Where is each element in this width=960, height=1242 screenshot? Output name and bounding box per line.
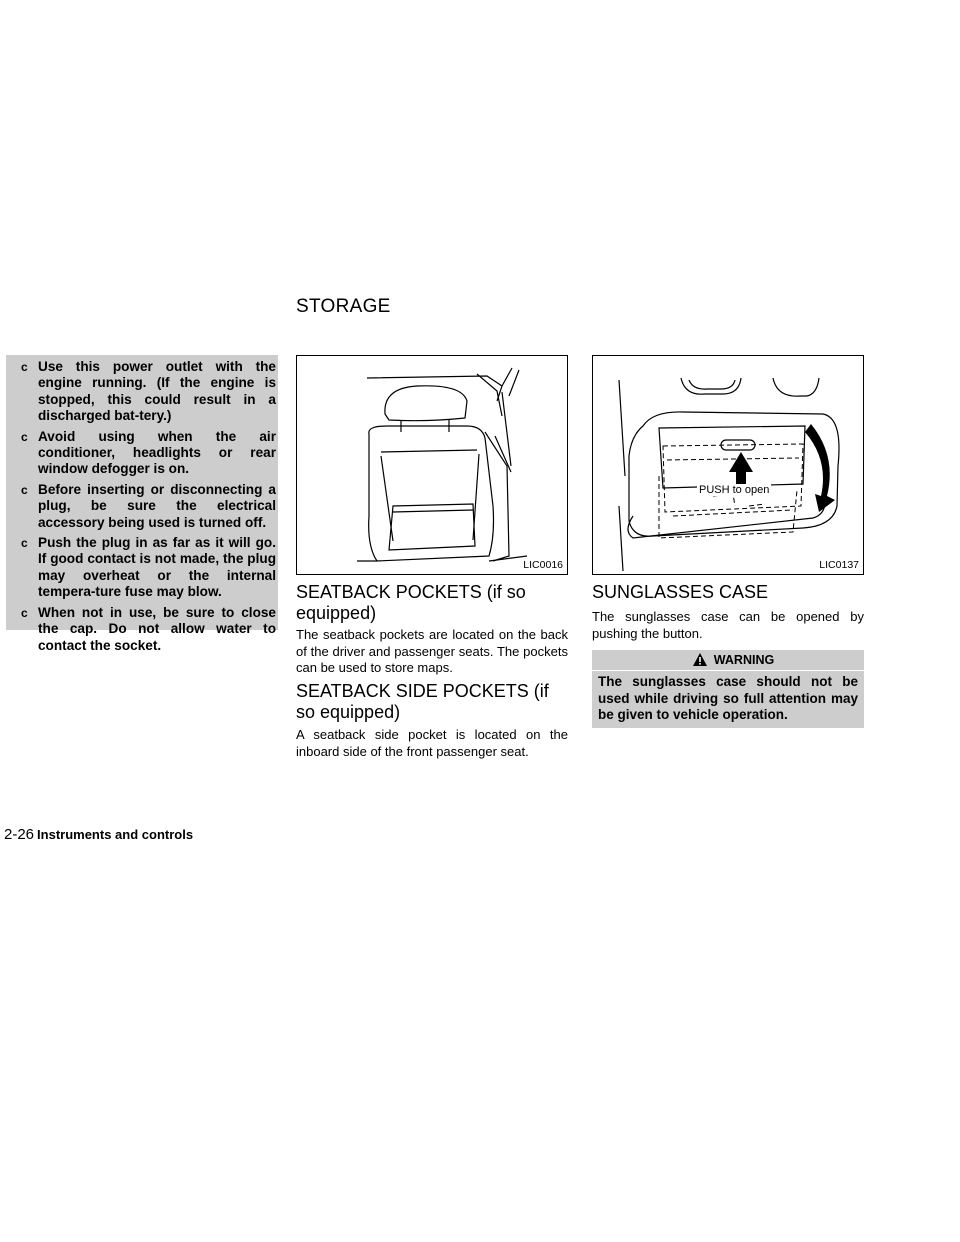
bullet-icon: c — [21, 482, 28, 497]
sunglasses-case-body: The sunglasses case can be opened by pushing the button. — [592, 609, 864, 641]
warning-text: The sunglasses case should not be used while driving so full attention may be given to vehicle operation. — [598, 674, 858, 722]
page-footer — [4, 826, 193, 843]
sunglasses-case-illustration — [593, 356, 863, 574]
bullet-icon: c — [21, 429, 28, 444]
caution-text: Push the plug in as far as it will go. If good contact is not made, the plug may overheat or the internal tempera-ture fuse may blow. — [38, 535, 276, 600]
bullet-icon: c — [21, 360, 28, 374]
warning-box — [592, 650, 864, 728]
caution-text: When not in use, be sure to close the cap. Do not allow water to contact the socket. — [38, 604, 276, 653]
seatback-side-pockets-body: A seatback side pocket is located on the inboard side of the front passenger seat. — [296, 727, 568, 759]
sunglasses-case-figure — [592, 355, 864, 575]
page-number: 2-26 — [4, 826, 35, 843]
warning-header — [592, 650, 864, 671]
caution-text: Use this power outlet with the engine running. (If the engine is stopped, this could result in a discharged bat-tery.) — [38, 359, 276, 424]
caution-item — [14, 535, 276, 601]
sunglasses-case-heading: SUNGLASSES CASE — [592, 582, 769, 602]
bullet-icon: c — [21, 536, 28, 551]
warning-label: WARNING — [713, 653, 775, 667]
caution-box — [6, 355, 278, 653]
seatback-pockets-heading: SEATBACK POCKETS (if so equipped) — [296, 582, 526, 623]
seatback-side-pockets-heading: SEATBACK SIDE POCKETS (if so equipped) — [296, 681, 549, 722]
caution-item — [14, 605, 276, 654]
figure-id: LIC0137 — [819, 559, 859, 571]
seatback-pockets-body: The seatback pockets are located on the back of the driver and passenger seats. The pockets can be used to store maps. — [296, 627, 568, 675]
section-title: STORAGE — [296, 296, 391, 317]
seatback-illustration — [297, 356, 567, 574]
caution-text: Before inserting or disconnecting a plug, be sure the electrical accessory being used is turned off. — [38, 481, 276, 530]
chapter-title: Instruments and controls — [37, 827, 194, 842]
seatback-pocket-figure — [296, 355, 568, 575]
bullet-icon: c — [21, 605, 28, 620]
caution-item — [14, 359, 276, 425]
caution-text: Avoid using when the air conditioner, headlights or rear window defogger is on. — [38, 428, 276, 477]
caution-item — [14, 429, 276, 478]
caution-item — [14, 482, 276, 531]
figure-id: LIC0016 — [523, 559, 563, 571]
push-to-open-callout: PUSH to open — [699, 484, 770, 496]
warning-icon — [693, 653, 707, 666]
